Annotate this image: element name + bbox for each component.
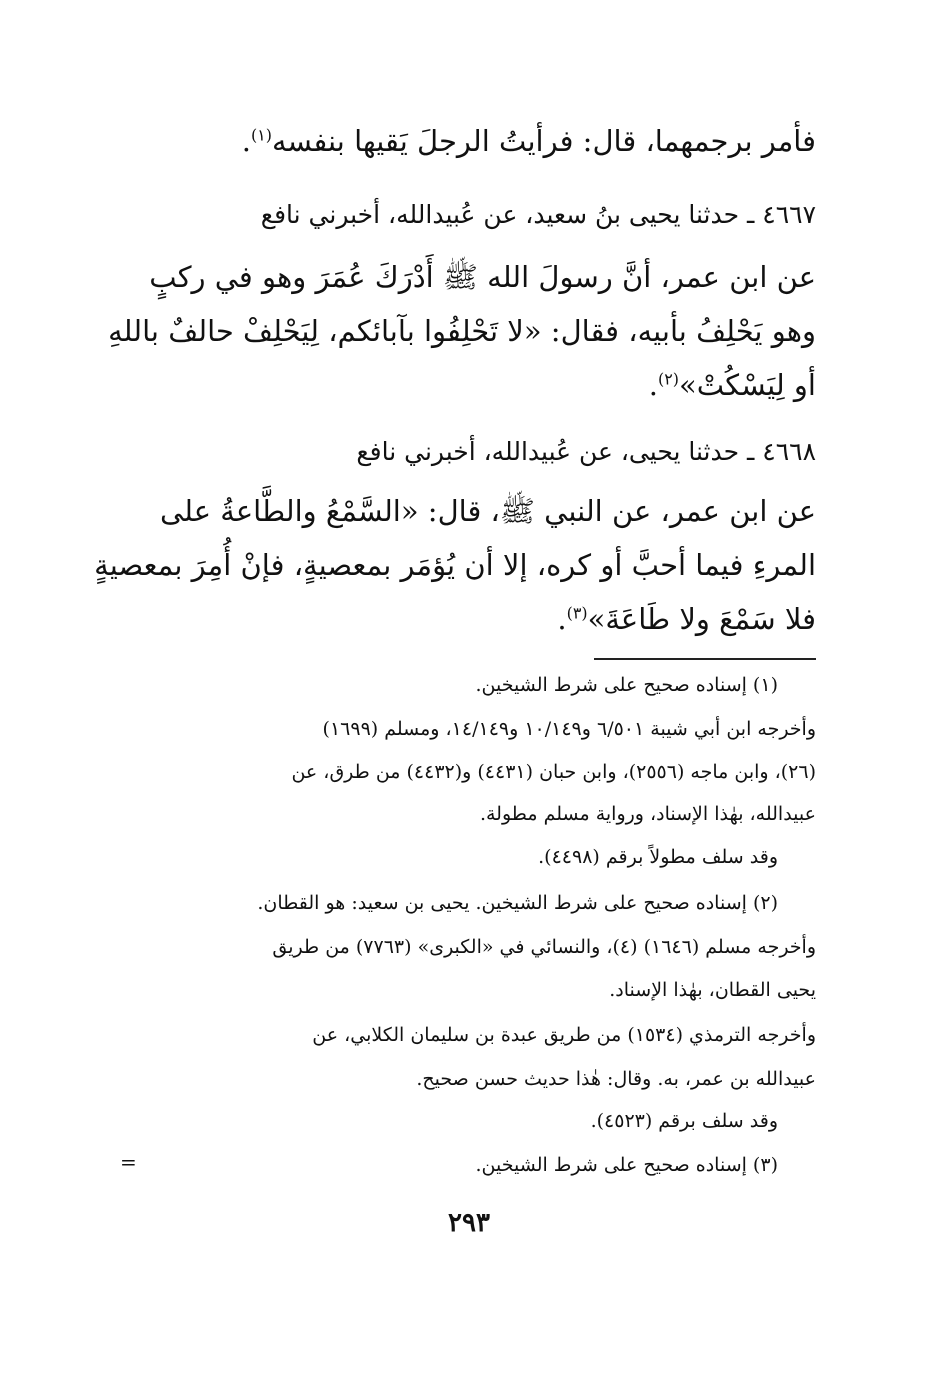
footnote-line: (٣) إسناده صحيح على شرط الشيخين.	[475, 1154, 778, 1176]
text-line: وهو يَحْلِفُ بأبيه، فقال: «لا تَحْلِفُوا بآبائكم، لِيَحْلِفْ حالفٌ باللهِ	[108, 314, 816, 348]
footnote-line: يحيى القطان، بهٰذا الإسناد.	[609, 979, 816, 1001]
hadith-chain-line: ٤٦٦٧ ـ حدثنا يحيى بنُ سعيد، عن عُبيدالله، أخبرني نافع	[260, 200, 816, 229]
footnote-line: وقد سلف برقم (٤٥٢٣).	[590, 1110, 778, 1132]
footnote-line: وأخرجه مسلم (١٦٤٦) (٤)، والنسائي في «الكبرى» (٧٧٦٣) من طريق	[272, 936, 816, 958]
text-line: المرءِ فيما أحبَّ أو كره، إلا أن يُؤمَر بمعصيةٍ، فإنْ أُمِرَ بمعصيةٍ	[94, 548, 816, 582]
footnote-ref: (١)	[250, 125, 272, 145]
hadith-chain-line: ٤٦٦٨ ـ حدثنا يحيى، عن عُبيدالله، أخبرني نافع	[356, 437, 816, 466]
footnote-line: (٢) إسناده صحيح على شرط الشيخين. يحيى بن سعيد: هو القطان.	[257, 892, 778, 914]
footnote-divider	[594, 658, 816, 660]
footnote-line: (١) إسناده صحيح على شرط الشيخين.	[475, 674, 778, 696]
text-line: عن ابن عمر، أنَّ رسولَ الله ﷺ أَدْرَكَ عُمَرَ وهو في ركبٍ	[149, 260, 816, 294]
footnote-line: عبيدالله، بهٰذا الإسناد، ورواية مسلم مطولة.	[479, 803, 816, 825]
footnote-line: وأخرجه ابن أبي شيبة ٦/٥٠١ و١٠/١٤٩ و١٤/١٤٩، ومسلم (١٦٩٩)	[322, 718, 816, 740]
footnote-line: عبيدالله بن عمر، به. وقال: هٰذا حديث حسن صحيح.	[416, 1068, 816, 1090]
footnote-ref: (٣)	[566, 603, 588, 623]
text-line: فأمر برجمهما، قال: فرأيتُ الرجلَ يَقيها بنفسه$^{(١)}$.	[241, 124, 816, 158]
text-line: عن ابن عمر، عن النبي ﷺ، قال: «السَّمْعُ والطَّاعةُ على	[159, 494, 816, 528]
footnote-line: وقد سلف مطولاً برقم (٤٤٩٨).	[538, 846, 778, 868]
footnote-ref: (٢)	[658, 369, 680, 389]
footnote-line: (٢٦)، وابن ماجه (٢٥٥٦)، وابن حبان (٤٤٣١) و(٤٤٣٢) من طرق، عن	[291, 761, 816, 783]
text-line: أو لِيَسْكُتْ»$^{(٢)}$.	[648, 368, 816, 402]
page-number: ٢٩٣	[448, 1208, 490, 1238]
continuation-marker: =	[120, 1150, 137, 1174]
text-line: فلا سَمْعَ ولا طَاعَةَ»$^{(٣)}$.	[557, 602, 816, 636]
footnote-line: وأخرجه الترمذي (١٥٣٤) من طريق عبدة بن سليمان الكلابي، عن	[312, 1024, 816, 1046]
